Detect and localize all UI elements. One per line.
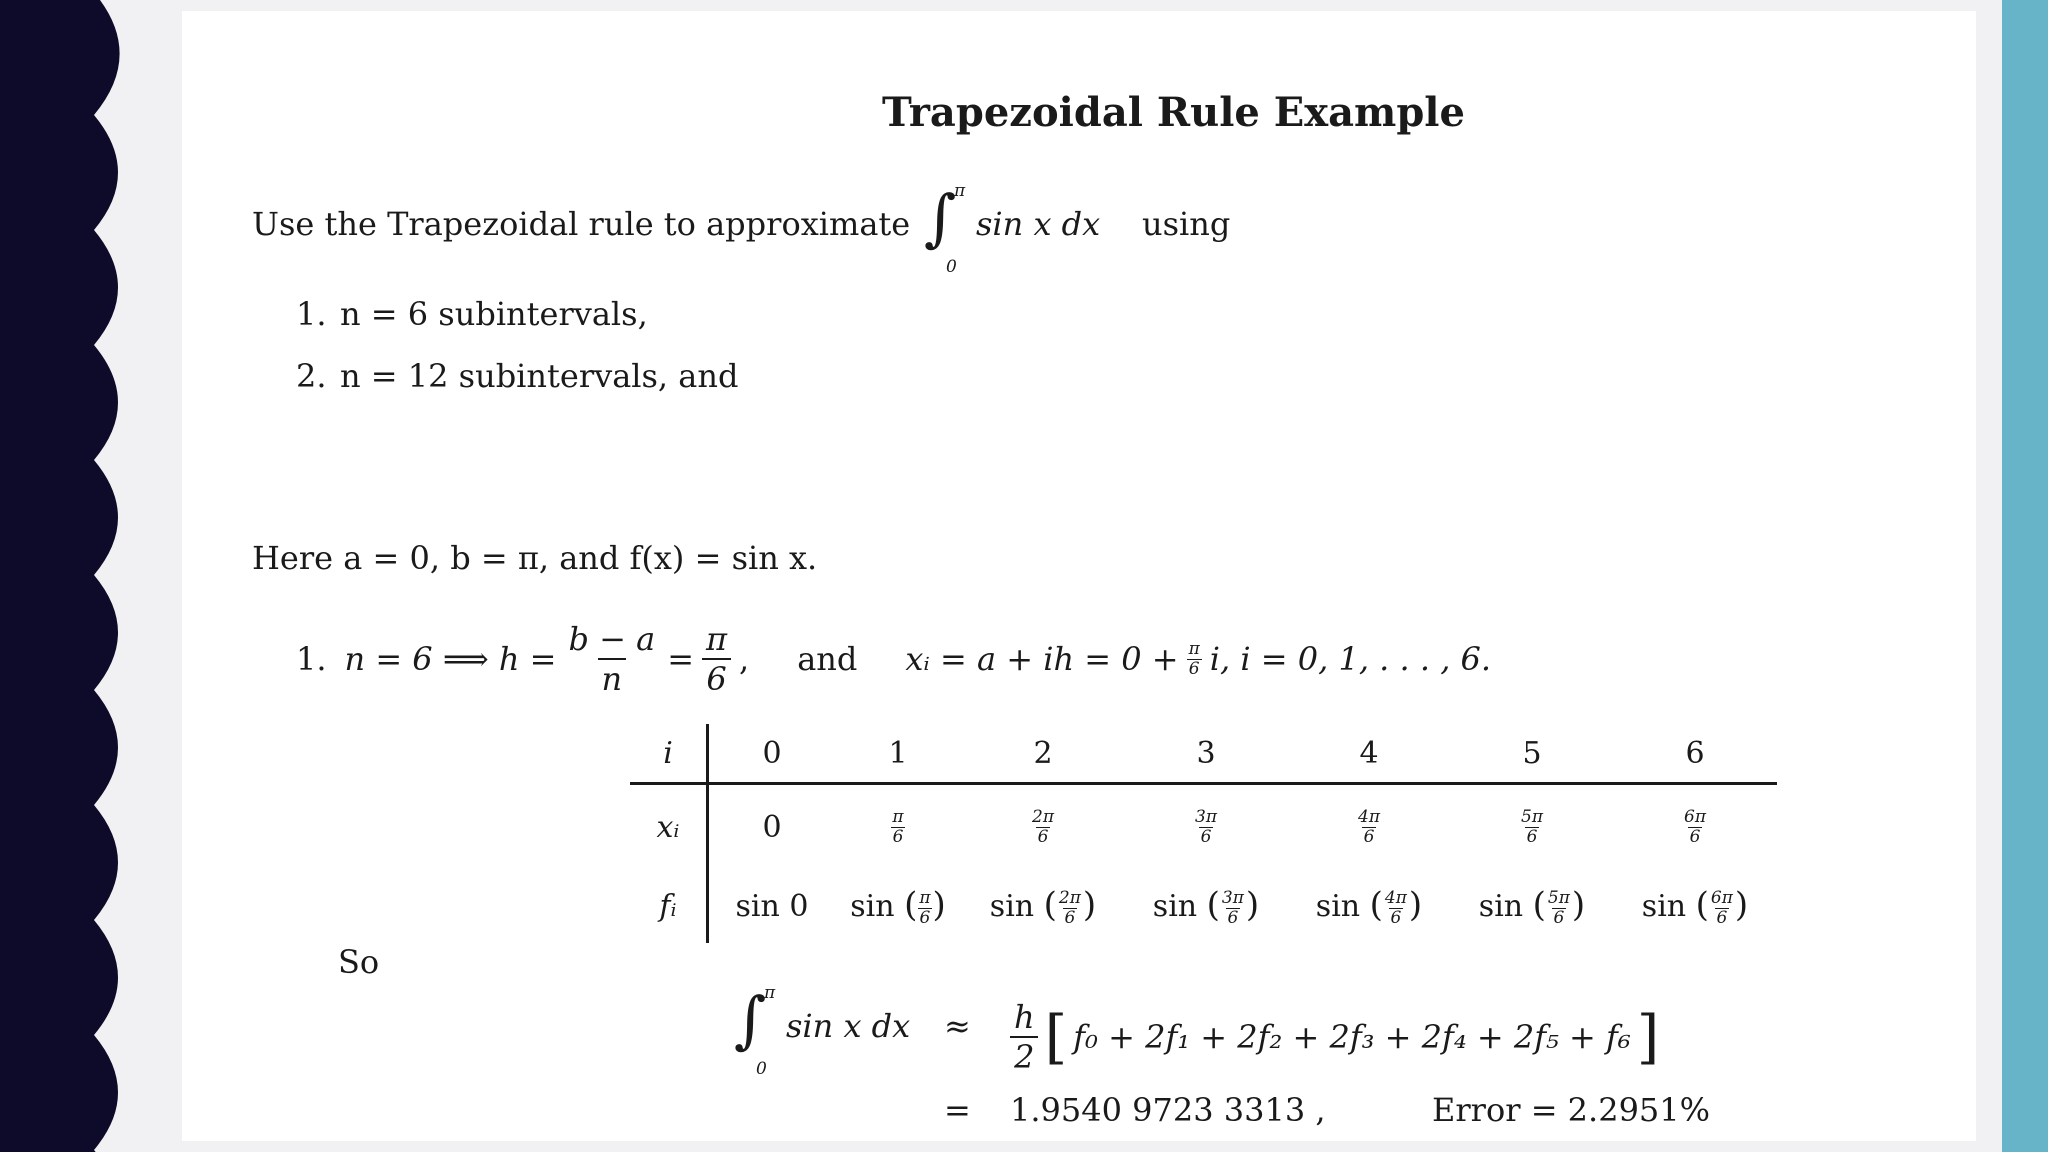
table-row-label: i — [630, 724, 708, 784]
step-number: 1. — [296, 640, 327, 678]
cell-fraction — [1546, 887, 1572, 928]
table-cell — [1125, 869, 1287, 943]
wavy-left-band — [0, 0, 170, 1152]
equals-sign: = — [944, 1091, 971, 1129]
fraction-numerator: 4π — [1358, 806, 1380, 827]
fraction-numerator: 2π — [1032, 806, 1054, 827]
sin-label: sin — [989, 889, 1035, 925]
fraction-numerator: 6π — [1710, 887, 1733, 908]
table-cell — [1451, 784, 1613, 870]
cell-fraction — [1682, 806, 1708, 847]
left-paren: ( — [1369, 885, 1383, 926]
table-cell: 5 — [1451, 724, 1613, 784]
integral-sign: ∫ — [924, 181, 957, 254]
integral-sign: ∫ — [734, 983, 767, 1056]
fraction-pi-over-6 — [702, 620, 731, 698]
fraction-denominator: 6 — [892, 826, 904, 847]
and-word: and — [797, 640, 858, 678]
cell-fraction — [1057, 887, 1083, 928]
left-paren: ( — [904, 885, 918, 926]
integral-lower-limit: 0 — [946, 257, 957, 277]
fraction-h-over-2 — [1010, 998, 1039, 1076]
fraction-numerator: b − a — [568, 620, 656, 658]
table-header-row — [630, 724, 1777, 784]
task-text: n = 12 subintervals, and — [340, 357, 739, 395]
right-paren: ) — [1734, 885, 1749, 926]
table-cell — [1125, 784, 1287, 870]
table-cell — [1287, 869, 1451, 943]
fraction-numerator: 2π — [1058, 887, 1081, 908]
right-paren: ) — [1245, 885, 1260, 926]
fraction-denominator: 6 — [1363, 826, 1375, 847]
fraction-denominator: 6 — [1390, 907, 1402, 928]
fraction-denominator: 6 — [1553, 907, 1565, 928]
table-cell: 1 — [835, 724, 961, 784]
xi-index-range: i, i = 0, 1, . . . , 6. — [1209, 640, 1492, 678]
intro-suffix: using — [1142, 205, 1231, 243]
equals-sign: = — [667, 640, 694, 678]
sin-label: sin — [850, 889, 895, 925]
fraction-b-minus-a-over-n — [564, 620, 659, 698]
approximation-value: 1.9540 9723 3313 , — [1010, 1091, 1326, 1129]
fraction-denominator: 6 — [1064, 907, 1076, 928]
right-bracket: ] — [1636, 1003, 1660, 1071]
cell-fraction — [1030, 806, 1056, 847]
step-h-definition: n = 6 ⟹ h = — [344, 640, 557, 678]
fraction-denominator: 6 — [1227, 907, 1239, 928]
intro-text: Use the Trapezoidal rule to approximate — [252, 205, 911, 243]
cell-fraction — [1519, 806, 1545, 847]
small-fraction-pi-over-6 — [1187, 638, 1202, 679]
task-number: 2. — [296, 357, 327, 395]
task-number: 1. — [296, 295, 327, 333]
cell-fraction — [917, 887, 932, 928]
left-paren: ( — [1043, 885, 1057, 926]
right-paren: ) — [1082, 885, 1097, 926]
table-cell: 4 — [1287, 724, 1451, 784]
error-percentage: Error = 2.2951% — [1432, 1091, 1711, 1129]
fraction-denominator: 6 — [1526, 826, 1538, 847]
fraction-denominator: 6 — [1200, 826, 1212, 847]
xi-definition: xᵢ = a + ih = 0 + — [905, 640, 1179, 678]
left-paren: ( — [1532, 885, 1546, 926]
slide-content — [182, 11, 1976, 1141]
fraction-numerator: 3π — [1195, 806, 1217, 827]
table-cell: 3 — [1125, 724, 1287, 784]
right-accent-band — [2002, 0, 2048, 1152]
weighted-sum: f₀ + 2f₁ + 2f₂ + 2f₃ + 2f₄ + 2f₅ + f₆ — [1073, 1018, 1631, 1056]
left-bracket: [ — [1044, 1003, 1068, 1071]
approx-sign: ≈ — [944, 1007, 971, 1045]
integral-lower-limit: 0 — [756, 1059, 767, 1079]
cell-fraction — [1709, 887, 1735, 928]
step-one-line — [296, 620, 1492, 698]
table-cell: 2 — [961, 724, 1125, 784]
table-cell — [961, 869, 1125, 943]
fraction-numerator: 5π — [1547, 887, 1570, 908]
fraction-denominator: 6 — [1037, 826, 1049, 847]
cell-fraction — [1220, 887, 1246, 928]
table-row-label: fᵢ — [630, 869, 708, 943]
integrand: sin x dx — [976, 205, 1101, 243]
fraction-numerator: 4π — [1384, 887, 1407, 908]
table-cell: 0 — [708, 724, 836, 784]
fraction-numerator: 6π — [1684, 806, 1706, 827]
left-paren: ( — [1206, 885, 1220, 926]
table-cell: 0 — [762, 809, 782, 845]
slide-title: Trapezoidal Rule Example — [882, 89, 1465, 136]
table-cell — [1613, 869, 1777, 943]
trapezoid-table — [630, 724, 1777, 943]
fraction-numerator: h — [1014, 998, 1035, 1036]
fraction-numerator: 3π — [1221, 887, 1244, 908]
right-paren: ) — [1408, 885, 1423, 926]
cell-fraction — [890, 806, 905, 847]
so-text: So — [338, 943, 380, 981]
table-cell — [961, 784, 1125, 870]
fraction-denominator: 6 — [1188, 658, 1200, 679]
table-f-row — [630, 869, 1777, 943]
table-cell — [708, 869, 836, 943]
table-row-label: xᵢ — [630, 784, 708, 870]
fraction-numerator: π — [892, 806, 904, 827]
right-paren: ) — [932, 885, 946, 926]
fraction-denominator: 6 — [919, 907, 931, 928]
table-x-row — [630, 784, 1777, 870]
integral-upper-limit: π — [954, 181, 966, 201]
fraction-denominator: 6 — [1689, 826, 1701, 847]
sin-label: sin — [1152, 889, 1198, 925]
comma: , — [739, 640, 750, 678]
fraction-denominator: 6 — [702, 658, 730, 695]
fraction-denominator: 2 — [1010, 1036, 1038, 1073]
right-paren: ) — [1571, 885, 1586, 926]
fraction-numerator: π — [919, 887, 931, 908]
left-paren: ( — [1695, 885, 1709, 926]
table-cell — [1451, 869, 1613, 943]
table-cell — [835, 784, 961, 870]
task-text: n = 6 subintervals, — [340, 295, 648, 333]
cell-fraction — [1383, 887, 1409, 928]
sin-label: sin 0 — [735, 888, 809, 924]
integrand: sin x dx — [786, 1007, 911, 1045]
given-values: Here a = 0, b = π, and f(x) = sin x. — [252, 539, 818, 577]
cell-fraction — [1356, 806, 1382, 847]
fraction-numerator: 5π — [1521, 806, 1543, 827]
integral-upper-limit: π — [764, 983, 776, 1003]
table-cell: 6 — [1613, 724, 1777, 784]
sin-label: sin — [1641, 889, 1687, 925]
fraction-numerator: π — [1188, 638, 1200, 659]
trapezoid-formula — [1010, 998, 1660, 1076]
sin-label: sin — [1478, 889, 1524, 925]
sin-label: sin — [1315, 889, 1361, 925]
table-cell — [835, 869, 961, 943]
table-cell — [1287, 784, 1451, 870]
fraction-denominator: n — [598, 658, 627, 695]
fraction-denominator: 6 — [1716, 907, 1728, 928]
table-cell — [1613, 784, 1777, 870]
fraction-numerator: π — [706, 620, 728, 658]
cell-fraction — [1193, 806, 1219, 847]
